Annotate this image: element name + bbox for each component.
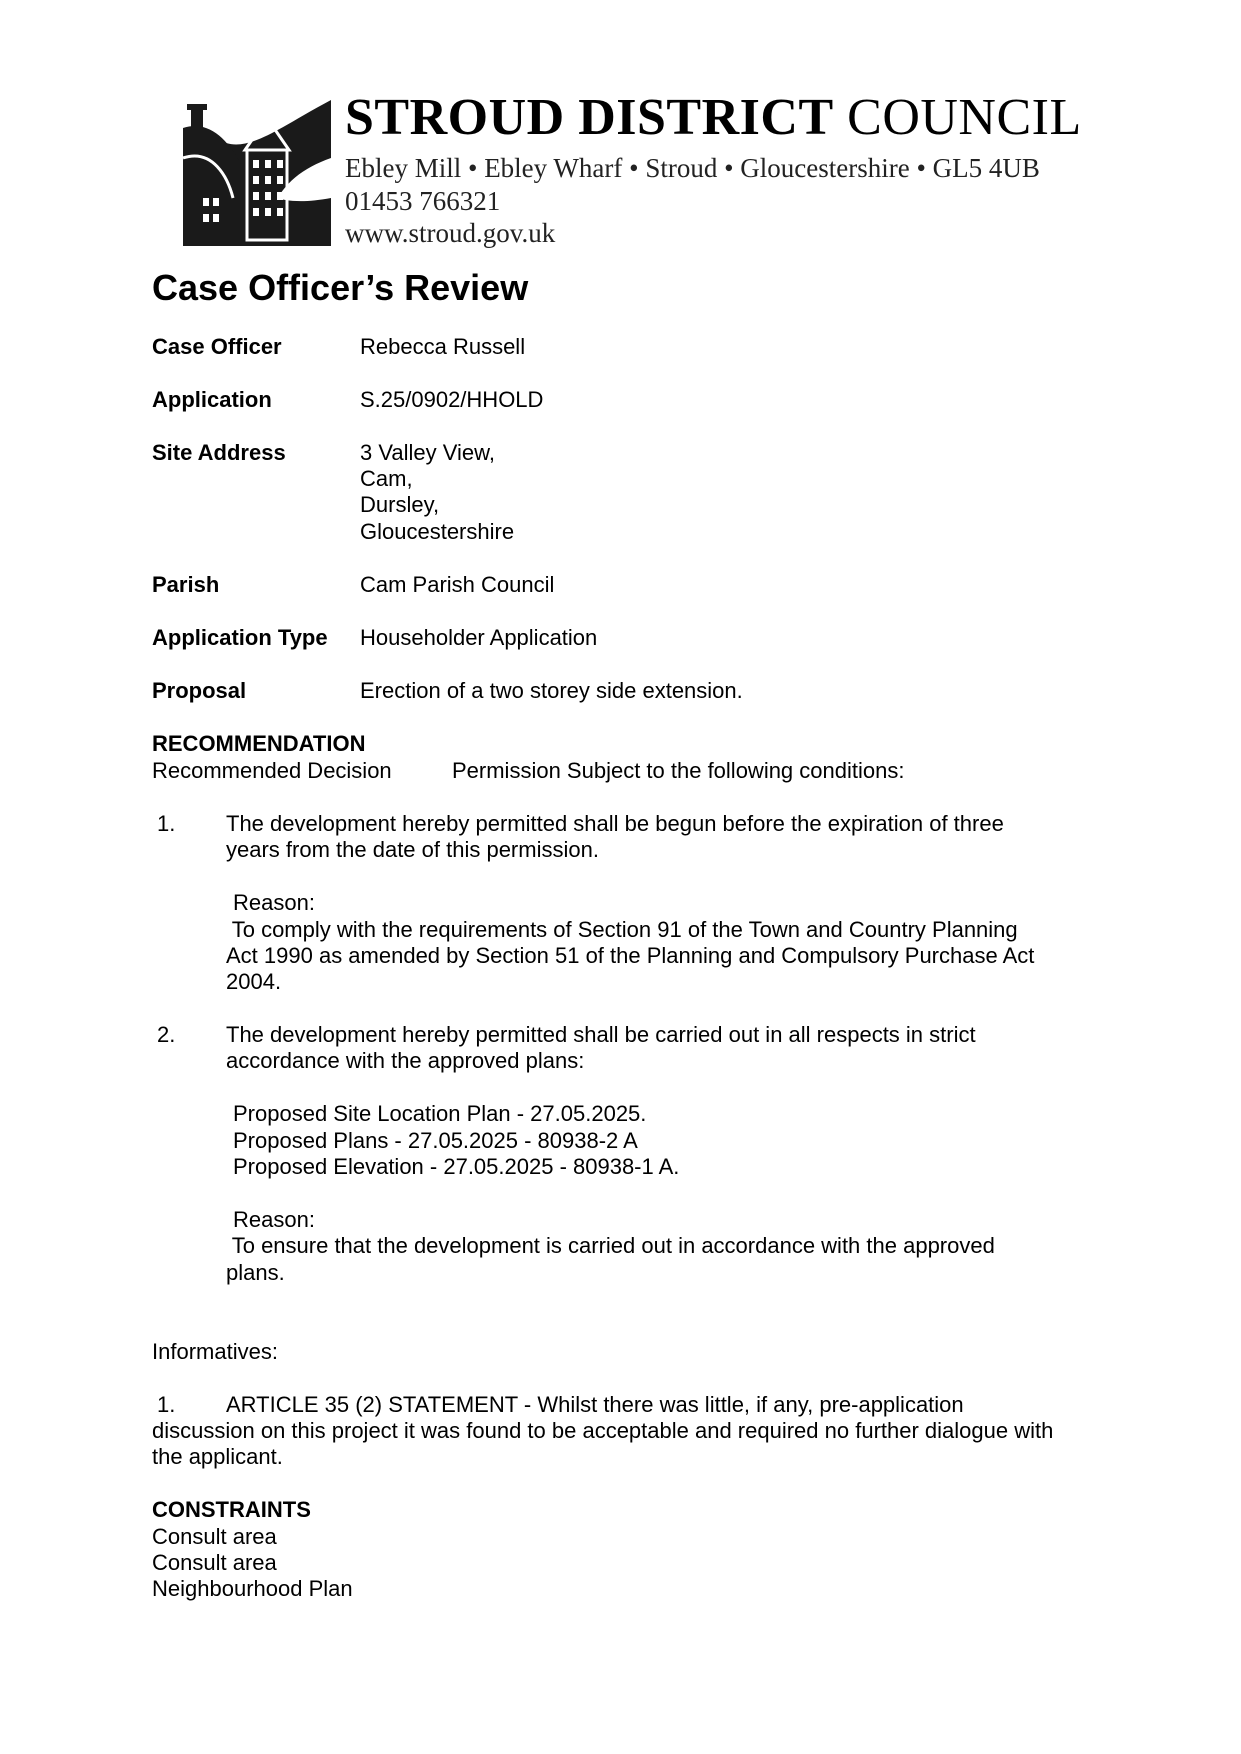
- site-address-line: Gloucestershire: [360, 519, 515, 544]
- informative-text: ARTICLE 35 (2) STATEMENT - Whilst there was little, if any, pre-application: [226, 1392, 964, 1417]
- constraint-item: Neighbourhood Plan: [152, 1576, 353, 1601]
- council-name-bold: STROUD DISTRICT: [345, 89, 834, 146]
- approved-plan-item: Proposed Elevation - 27.05.2025 - 80938-1 A.: [233, 1154, 680, 1179]
- approved-plan-item: Proposed Plans - 27.05.2025 - 80938-2 A: [233, 1128, 638, 1153]
- condition-reason-text: Act 1990 as amended by Section 51 of the Planning and Compulsory Purchase Act: [226, 943, 1035, 968]
- condition-number: 2.: [157, 1022, 176, 1047]
- condition-reason-text: To comply with the requirements of Section 91 of the Town and Country Planning: [226, 917, 1018, 942]
- condition-reason-label: Reason:: [233, 890, 315, 915]
- council-name-light: COUNCIL: [847, 89, 1082, 146]
- parish-label: Parish: [152, 572, 220, 597]
- council-website: www.stroud.gov.uk: [345, 218, 556, 248]
- constraint-item: Consult area: [152, 1524, 277, 1549]
- condition-reason-text: 2004.: [226, 969, 282, 994]
- site-address-line: 3 Valley View,: [360, 440, 495, 465]
- constraint-item: Consult area: [152, 1550, 277, 1575]
- condition-text: accordance with the approved plans:: [226, 1048, 585, 1073]
- recommended-decision-value: Permission Subject to the following conditions:: [452, 758, 905, 783]
- council-name: [345, 88, 1082, 148]
- application-value: S.25/0902/HHOLD: [360, 387, 544, 412]
- condition-reason-text: plans.: [226, 1260, 285, 1285]
- application-type-label: Application Type: [152, 625, 328, 650]
- proposal-label: Proposal: [152, 678, 247, 703]
- parish-value: Cam Parish Council: [360, 572, 555, 597]
- condition-text: The development hereby permitted shall be begun before the expiration of three: [226, 811, 1004, 836]
- condition-reason-text: To ensure that the development is carried out in accordance with the approved: [226, 1233, 995, 1258]
- case-officer-label: Case Officer: [152, 334, 282, 359]
- informative-text: discussion on this project it was found to be acceptable and required no further dialogue with: [152, 1418, 1054, 1443]
- constraints-heading: CONSTRAINTS: [152, 1497, 311, 1522]
- informatives-heading: Informatives:: [152, 1339, 278, 1364]
- site-address-line: Cam,: [360, 466, 413, 491]
- application-label: Application: [152, 387, 272, 412]
- recommendation-heading: RECOMMENDATION: [152, 731, 366, 756]
- council-phone: 01453 766321: [345, 186, 501, 216]
- approved-plan-item: Proposed Site Location Plan - 27.05.2025.: [233, 1101, 647, 1126]
- informative-text: the applicant.: [152, 1444, 283, 1469]
- case-officer-value: Rebecca Russell: [360, 334, 526, 359]
- council-logo: [183, 98, 331, 246]
- proposal-value: Erection of a two storey side extension.: [360, 678, 743, 703]
- recommended-decision-label: Recommended Decision: [152, 758, 392, 783]
- site-address-line: Dursley,: [360, 492, 440, 517]
- page-title: Case Officer’s Review: [152, 267, 529, 308]
- condition-number: 1.: [157, 811, 176, 836]
- council-address: Ebley Mill • Ebley Wharf • Stroud • Gloucestershire • GL5 4UB: [345, 153, 1040, 183]
- application-type-value: Householder Application: [360, 625, 598, 650]
- informative-number: 1.: [157, 1392, 176, 1417]
- site-address-label: Site Address: [152, 440, 286, 465]
- condition-text: years from the date of this permission.: [226, 837, 599, 862]
- condition-text: The development hereby permitted shall be carried out in all respects in strict: [226, 1022, 976, 1047]
- condition-reason-label: Reason:: [233, 1207, 315, 1232]
